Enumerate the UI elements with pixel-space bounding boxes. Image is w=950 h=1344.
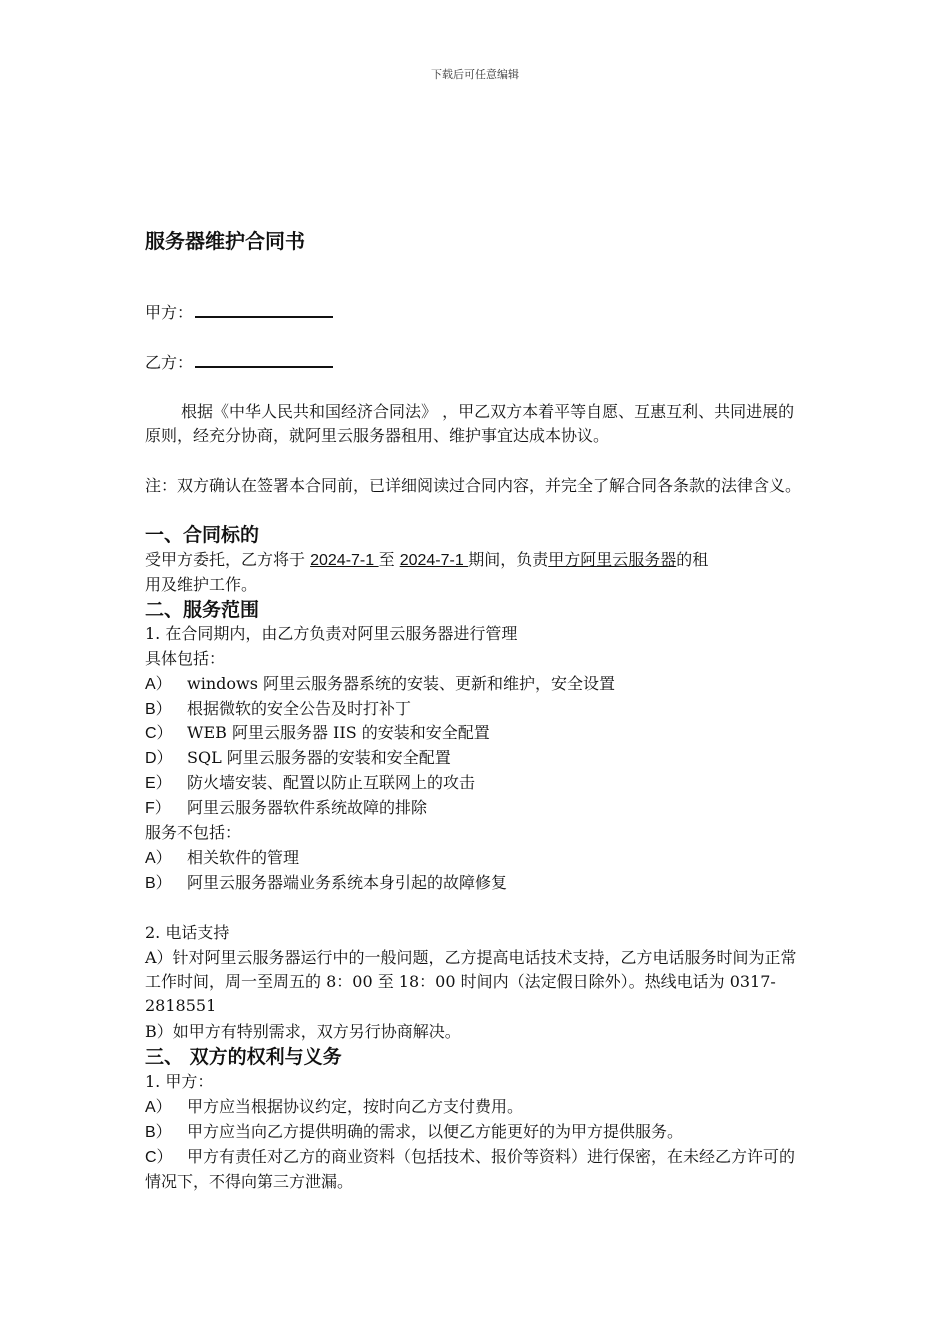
s2-include-item: A） windows 阿里云服务器系统的安装、更新和维护，安全设置 — [145, 674, 615, 693]
s2-include-item: E） 防火墙安装、配置以防止互联网上的攻击 — [145, 773, 476, 792]
section-1-line-2: 用及维护工作。 — [145, 575, 258, 594]
note-paragraph: 注：双方确认在签署本合同前，已详细阅读过合同内容，并完全了解合同各条款的法律含义。 — [145, 476, 802, 495]
s1-text-4: 的租 — [676, 550, 709, 569]
s2-point-2: 2. 电话支持 — [145, 923, 230, 942]
section-1-heading: 一、合同标的 — [145, 524, 260, 546]
s3-item: C） 甲方有责任对乙方的商业资料（包括技术、报价等资料）进行保密，在未经乙方许可的情况下，不得向第三方泄漏。 — [145, 1147, 796, 1191]
party-b-line — [145, 350, 333, 373]
s1-date-start: 2024-7-1 — [310, 552, 379, 569]
s1-text-1: 受甲方委托，乙方将于 — [145, 550, 311, 569]
document-title: 服务器维护合同书 — [145, 229, 305, 253]
s2-includes-label: 具体包括： — [145, 649, 226, 668]
s3-point-1: 1. 甲方： — [145, 1072, 214, 1091]
section-1-line-1 — [145, 548, 810, 573]
s1-target: 甲方阿里云服务器 — [548, 550, 677, 569]
s2-include-item: F） 阿里云服务器软件系统故障的排除 — [145, 798, 428, 817]
party-a-label: 甲方： — [145, 303, 194, 322]
s2-include-item: D） SQL 阿里云服务器的安装和安全配置 — [145, 748, 451, 767]
s2-phone-a: A）针对阿里云服务器运行中的一般问题，乙方提高电话技术支持，乙方电话服务时间为正常工作时间，周一至周五的 8：00 至 18：00 时间内（法定假日除外）。热线电话为 0317-2818551 — [145, 948, 797, 1015]
section-3-heading: 三、 双方的权利与义务 — [145, 1046, 342, 1068]
s2-exclude-item: A） 相关软件的管理 — [145, 848, 300, 867]
s2-excludes-label: 服务不包括： — [145, 823, 242, 842]
header-note: 下载后可任意编辑 — [431, 68, 519, 81]
s2-include-item: B） 根据微软的安全公告及时打补丁 — [145, 699, 412, 718]
s1-text-3: 期间，负责 — [468, 550, 549, 569]
section-2-heading: 二、服务范围 — [145, 599, 260, 621]
s1-text-2: 至 — [378, 550, 400, 569]
s2-phone-b: B）如甲方有特别需求，双方另行协商解决。 — [145, 1022, 461, 1041]
party-b-blank[interactable] — [195, 352, 333, 368]
s1-date-end: 2024-7-1 — [399, 552, 469, 569]
party-b-label: 乙方： — [145, 353, 194, 372]
s2-include-item: C） WEB 阿里云服务器 IIS 的安装和安全配置 — [145, 723, 490, 742]
s2-exclude-item: B） 阿里云服务器端业务系统本身引起的故障修复 — [145, 873, 508, 892]
intro-paragraph: 根据《中华人民共和国经济合同法》 ，甲乙双方本着平等自愿、互惠互利、共同进展的原则，经充分协商，就阿里云服务器租用、维护事宜达成本协议。 — [145, 402, 795, 445]
party-a-blank[interactable] — [195, 302, 333, 318]
s3-item: B） 甲方应当向乙方提供明确的需求，以便乙方能更好的为甲方提供服务。 — [145, 1122, 684, 1141]
s3-item: A） 甲方应当根据协议约定，按时向乙方支付费用。 — [145, 1097, 524, 1116]
s2-point-1: 1. 在合同期内，由乙方负责对阿里云服务器进行管理 — [145, 624, 518, 643]
party-a-line — [145, 300, 333, 323]
